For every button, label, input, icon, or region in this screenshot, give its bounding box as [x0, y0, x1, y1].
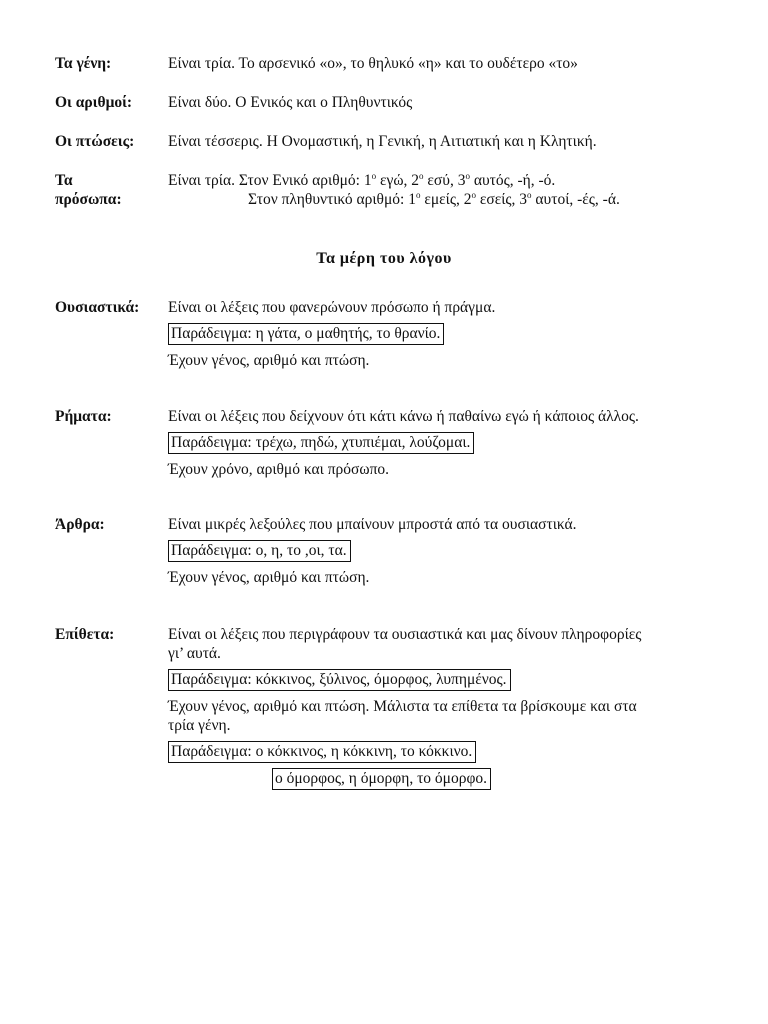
- persons-plural-sup2: ο: [471, 190, 476, 200]
- nouns-label: Ουσιαστικά:: [55, 299, 140, 316]
- persons-singular-third: αυτός, -ή, -ό.: [469, 172, 556, 189]
- nouns-example-box: Παράδειγμα: η γάτα, ο μαθητής, το θρανίο.: [168, 323, 444, 345]
- nouns-definition: Είναι οι λέξεις που φανερώνουν πρόσωπο ή πράγμα.: [168, 299, 496, 316]
- adjectives-definition-line1: Είναι οι λέξεις που περιγράφουν τα ουσιαστικά και μας δίνουν πληροφορίες: [168, 626, 642, 643]
- adjectives-example3-line: [168, 768, 743, 790]
- genders-label: Τα γένη:: [55, 55, 112, 72]
- adjectives-example-box: Παράδειγμα: κόκκινος, ξύλινος, όμορφος, λυπημένος.: [168, 669, 511, 691]
- numbers-label: Οι αριθμοί:: [55, 94, 133, 111]
- adjectives-label: Επίθετα:: [55, 626, 115, 643]
- articles-note: Έχουν γένος, αριθμό και πτώση.: [168, 569, 370, 586]
- persons-singular-second: εσύ, 3: [423, 172, 466, 189]
- persons-singular-sup2: ο: [419, 171, 424, 181]
- persons-plural-prefix: Στον πληθυντικό αριθμό: 1: [248, 191, 416, 208]
- persons-plural-line: [168, 190, 743, 209]
- verbs-example-line: [168, 432, 743, 454]
- numbers-text: Είναι δύο. Ο Ενικός και ο Πληθυντικός: [168, 94, 413, 111]
- articles-text-block: [168, 515, 743, 587]
- cases-text: Είναι τέσσερις. Η Ονομαστική, η Γενική, η Αιτιατική και η Κλητική.: [168, 133, 597, 150]
- persons-plural-third: αυτοί, -ές, -ά.: [531, 191, 620, 208]
- persons-plural-sup3: ο: [527, 190, 532, 200]
- articles-example-line: [168, 540, 743, 562]
- persons-label-line1: Τα: [55, 172, 73, 189]
- articles-label: Άρθρα:: [55, 516, 105, 533]
- persons-singular-sup3: ο: [465, 171, 470, 181]
- adjectives-note-line2: τρία γένη.: [168, 717, 231, 734]
- persons-plural-first: εμείς, 2: [420, 191, 472, 208]
- verbs-note: Έχουν χρόνο, αριθμό και πρόσωπο.: [168, 461, 390, 478]
- persons-plural-second: εσείς, 3: [475, 191, 528, 208]
- persons-singular-first: εγώ, 2: [376, 172, 420, 189]
- adjectives-note-line1: Έχουν γένος, αριθμό και πτώση. Μάλιστα τα επίθετα τα βρίσκουμε και στα: [168, 698, 637, 715]
- verbs-example-box: Παράδειγμα: τρέχω, πηδώ, χτυπιέμαι, λούζομαι.: [168, 432, 474, 454]
- nouns-note: Έχουν γένος, αριθμό και πτώση.: [168, 352, 370, 369]
- adjectives-example3-box: ο όμορφος, η όμορφη, το όμορφο.: [272, 768, 491, 790]
- adjectives-example2-box: Παράδειγμα: ο κόκκινος, η κόκκινη, το κόκκινο.: [168, 741, 476, 763]
- nouns-text-block: [168, 298, 743, 370]
- adjectives-example2-line: [168, 741, 743, 763]
- parts-of-speech-heading: Τα μέρη του λόγου: [316, 250, 452, 267]
- persons-plural-sup1: ο: [415, 190, 421, 200]
- articles-example-box: Παράδειγμα: ο, η, το ,οι, τα.: [168, 540, 351, 562]
- verbs-label: Ρήματα:: [55, 408, 112, 425]
- verbs-text-block: [168, 407, 743, 479]
- cases-text-block: [168, 132, 743, 151]
- adjectives-example-line: [168, 669, 743, 691]
- persons-singular-prefix: Είναι τρία. Στον Ενικό αριθμό: 1: [168, 172, 372, 189]
- verbs-definition: Είναι οι λέξεις που δείχνουν ότι κάτι κάνω ή παθαίνω εγώ ή κάποιος άλλος.: [168, 408, 639, 425]
- genders-text: Είναι τρία. Το αρσενικό «ο», το θηλυκό «η» και το ουδέτερο «το»: [168, 55, 578, 72]
- persons-singular-sup1: ο: [371, 171, 377, 181]
- persons-text-block: [168, 171, 743, 209]
- genders-text-block: [168, 54, 743, 73]
- nouns-example-line: [168, 323, 743, 345]
- persons-label-line2: πρόσωπα:: [55, 191, 122, 208]
- persons-label: [55, 171, 165, 209]
- cases-label: Οι πτώσεις:: [55, 133, 135, 150]
- articles-definition: Είναι μικρές λεξούλες που μπαίνουν μπροστά από τα ουσιαστικά.: [168, 516, 577, 533]
- persons-singular-line: [168, 171, 743, 190]
- adjectives-text-block: [168, 625, 743, 790]
- adjectives-definition-line2: γι’ αυτά.: [168, 645, 221, 662]
- numbers-text-block: [168, 93, 743, 112]
